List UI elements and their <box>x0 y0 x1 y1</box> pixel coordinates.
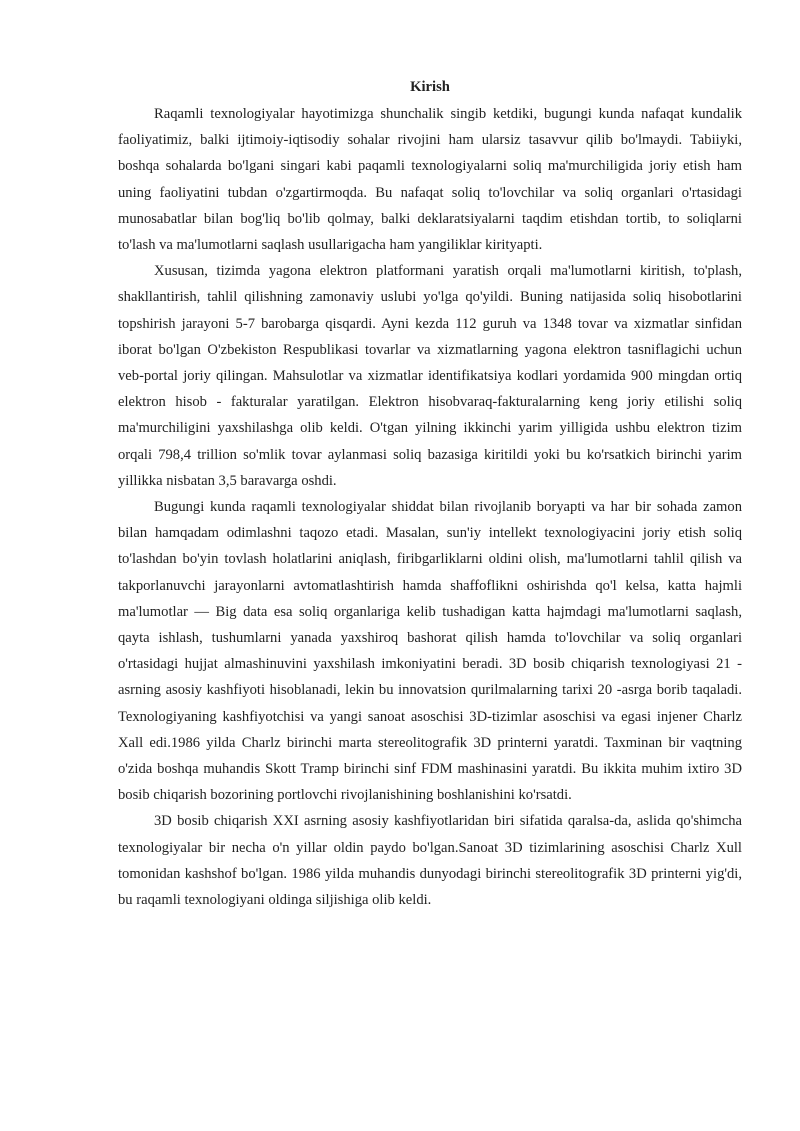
paragraph-platform: Xususan, tizimda yagona elektron platformani yaratish orqali ma'lumotlarni kiritish, to'plash, shakllantirish, tahlil qilishning zamonaviy uslubi yo'lga qo'yildi. Buning natijasida soliq hisobotlarini topshirish jarayoni 5-7 barobarga qisqardi. Ayni kezda 112 guruh va 1348 tovar va xizmatlar sinfidan iborat bo'lgan O'zbekiston Respublikasi tovarlar va xizmatlarning yagona elektron tasniflagichi uchun veb-portal joriy qilingan. Mahsulotlar va xizmatlar identifikatsiya kodlari yordamida 900 mingdan ortiq elektron hisob - fakturalar yaratilgan. Elektron hisobvaraq-fakturalarning keng joriy etilishi soliq ma'murchiligini yaxshilashga olib keldi. O'tgan yilning ikkinchi yarim yilligida ushbu elektron tizim orqali 798,4 trillion so'mlik tovar aylanmasi soliq bazasiga kiritildi yoki bu ko'rsatkich birinchi yarim yillikka nisbatan 3,5 baravarga oshdi. <box>118 263 742 489</box>
paragraph-3d-printing: 3D bosib chiqarish XXI asrning asosiy kashfiyotlaridan biri sifatida qaralsa-da, aslida qo'shimcha texnologiyalar bir necha o'n yillar oldin paydo bo'lgan.Sanoat 3D tizimlarining asoschisi Charlz Xull tomonidan kashshof bo'lgan. 1986 yilda muhandis dunyodagi birinchi stereolitografik 3D printerni yig'di, bu raqamli texnologiyani oldinga siljishiga olib keldi. <box>118 813 742 909</box>
document-page <box>118 74 742 913</box>
paragraph-technologies: Bugungi kunda raqamli texnologiyalar shiddat bilan rivojlanib boryapti va har bir sohada zamon bilan hamqadam odimlashni taqozo etadi. Masalan, sun'iy intellekt texnologiyacini joriy etish soliq to'lashdan bo'yin tovlash holatlarini aniqlash, firibgarliklarni oldini olish, ma'lumotlarni tahlil qilish va takporlanuvchi jarayonlarni avtomatlashtirish hamda shaffoflikni oshirishda qo'l kelsa, katta hajmli ma'lumotlar — Big data esa soliq organlariga kelib tushadigan katta hajmdagi ma'lumotlarni saqlash, qayta ishlash, tushumlarni yanada yaxshiroq bashorat qilish hamda to'lovchilar va soliq organlari o'rtasidagi hujjat almashinuvini yaxshilash imkoniyatini beradi. 3D bosib chiqarish texnologiyasi 21 -asrning asosiy kashfiyoti hisoblanadi, lekin bu innovatsion qurilmalarning tarixi 20 -asrga borib taqaladi. Texnologiyaning kashfiyotchisi va yangi sanoat asoschisi 3D-tizimlar asoschisi va egasi injener Charlz Xall edi.1986 yilda Charlz birinchi marta stereolitografik 3D printerni yaratdi. Taxminan bir vaqtning o'zida boshqa muhandis Skott Tramp birinchi sinf FDM mashinasini yaratdi. Bu ikkita muhim ixtiro 3D bosib chiqarish bozorining portlovchi rivojlanishining boshlanishini ko'rsatdi. <box>118 499 742 804</box>
paragraph-intro: Raqamli texnologiyalar hayotimizga shunchalik singib ketdiki, bugungi kunda nafaqat kundalik faoliyatimiz, balki ijtimoiy-iqtisodiy sohalar rivojini ham ularsiz tasavvur qilib bo'lmaydi. Tabiiyki, boshqa sohalarda bo'lgani singari kabi paqamli texnologiyalarni soliq ma'murchiligida joriy etish ham uning faoliyatini tubdan o'zgartirmoqda. Bu nafaqat soliq to'lovchilar va soliq organlari o'rtasidagi munosabatlar bilan bog'liq bo'lib qolmay, balki deklaratsiyalarni taqdim etishdan tortib, to soliqlarni to'lash va ma'lumotlarni saqlash usullarigacha ham yangiliklar kirityapti. <box>118 106 742 254</box>
document-title: Kirish <box>410 79 450 95</box>
